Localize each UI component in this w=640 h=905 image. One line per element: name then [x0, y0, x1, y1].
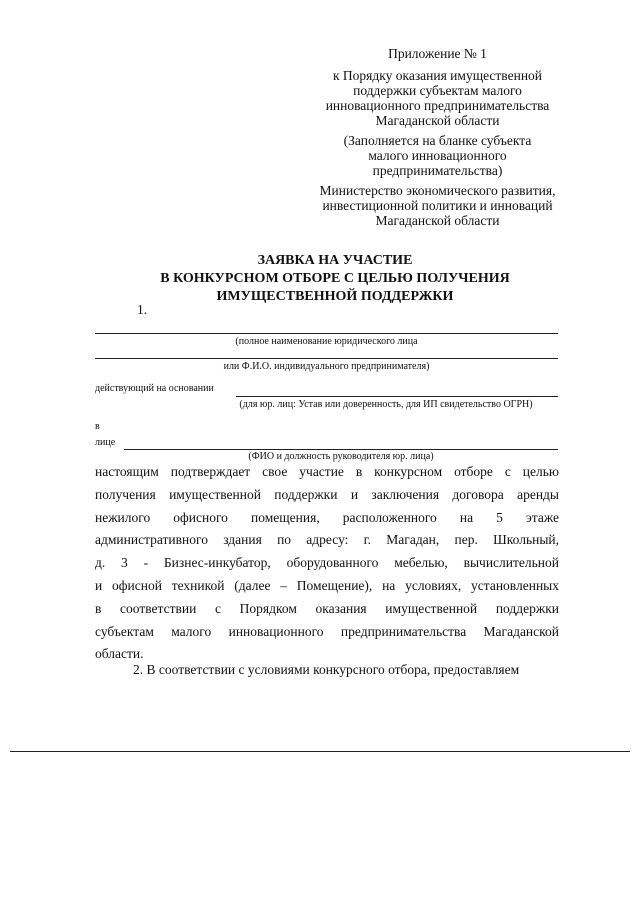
paragraph-2: 2. В соответствии с условиями конкурсного отбора, предоставляем — [133, 662, 520, 677]
appendix-number: Приложение № 1 — [388, 46, 487, 61]
ministry-addressee — [300, 183, 575, 228]
paragraph-1-line: нежилого офисного помещения, расположенного на 5 этаже — [95, 509, 559, 525]
fill-note-line: (Заполняется на бланке субъекта — [343, 133, 532, 148]
legal-name-field[interactable] — [95, 333, 558, 334]
ip-name-field[interactable] — [95, 358, 558, 359]
appendix-heading — [300, 46, 575, 61]
paragraph-1-line: административного здания по адресу: г. Магадан, пер. Школьный, — [95, 532, 559, 548]
order-reference — [300, 68, 575, 128]
acting-basis-field[interactable] — [236, 396, 558, 397]
order-reference-line: Магаданской области — [375, 113, 500, 128]
paragraph-1 — [95, 461, 559, 666]
fill-note-line: малого инновационного — [368, 148, 507, 163]
item-number-1: 1. — [137, 302, 148, 317]
acting-basis-label: действующий на основании — [95, 383, 214, 394]
paragraph-1-line: и офисной техникой (далее – Помещение), на условиях, установленных — [95, 577, 559, 593]
paragraph-1-line: настоящим подтверждает свое участие в конкурсном отборе с целью — [95, 464, 559, 479]
order-reference-line: к Порядку оказания имущественной — [332, 68, 543, 83]
fill-note-line: предпринимательства) — [372, 163, 503, 178]
document-title — [100, 252, 570, 306]
director-caption: (ФИО и должность руководителя юр. лица) — [248, 451, 434, 462]
fill-note — [300, 133, 575, 178]
acting-basis-caption: (для юр. лиц: Устав или доверенность, для ИП свидетельство ОГРН) — [239, 399, 533, 410]
title-line: ЗАЯВКА НА УЧАСТИЕ — [257, 253, 413, 268]
order-reference-line: инновационного предпринимательства — [325, 98, 550, 113]
paragraph-1-line: д. 3 - Бизнес-инкубатор, оборудованного мебелью, вычислительной — [95, 555, 559, 571]
ministry-line: инвестиционной политики и инноваций — [322, 198, 553, 213]
paragraph-1-line: в соответствии с Порядком оказания имущественной поддержки — [95, 600, 559, 616]
paragraph-1-line: области. — [95, 646, 144, 662]
page-bottom-divider — [10, 751, 630, 752]
legal-name-caption: (полное наименование юридического лица — [235, 336, 418, 347]
ip-name-caption: или Ф.И.О. индивидуального предпринимателя) — [223, 361, 430, 372]
ministry-line: Магаданской области — [375, 213, 500, 228]
title-line: ИМУЩЕСТВЕННОЙ ПОДДЕРЖКИ — [216, 289, 454, 304]
order-reference-line: поддержки субъектам малого — [353, 83, 522, 98]
paragraph-1-line: субъектам малого инновационного предпринимательства Магаданской — [95, 623, 559, 639]
person-label: лице — [95, 437, 116, 448]
ministry-line: Министерство экономического развития, — [319, 183, 556, 198]
title-line: В КОНКУРСНОМ ОТБОРЕ С ЦЕЛЬЮ ПОЛУЧЕНИЯ — [160, 271, 510, 286]
paragraph-1-line: получения имущественной поддержки и заключения договора аренды — [95, 486, 559, 502]
in-label: в — [95, 421, 100, 432]
director-field[interactable] — [124, 449, 558, 450]
